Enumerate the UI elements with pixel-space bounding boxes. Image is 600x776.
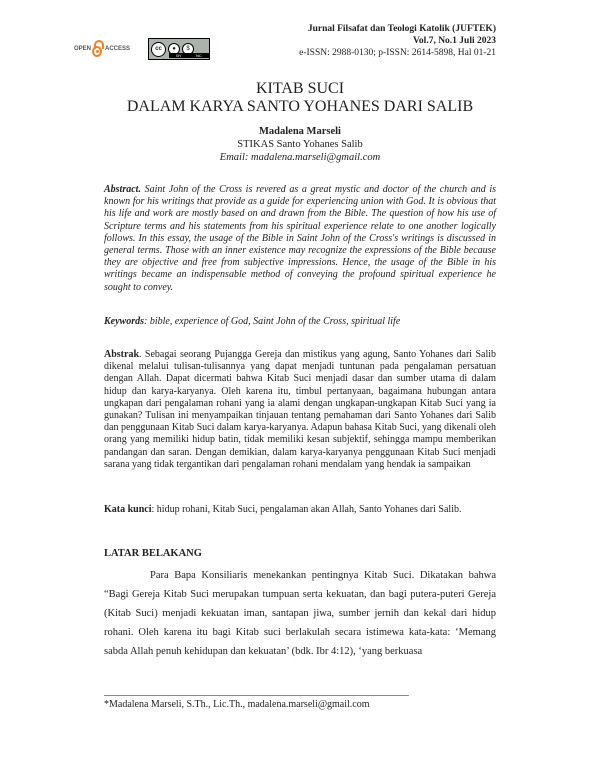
cc-license-strip <box>169 53 209 58</box>
footnote-divider <box>104 695 409 696</box>
journal-volume: Vol.7, No.1 Juli 2023 <box>412 36 496 46</box>
journal-name: Jurnal Filsafat dan Teologi Katolik (JUFTEK) <box>307 24 496 34</box>
body-paragraph <box>104 566 496 661</box>
keywords-label: Keywords <box>104 316 144 327</box>
journal-issn: e-ISSN: 2988-0130; p-ISSN: 2614-5898, Hal 01-21 <box>299 48 496 58</box>
abstrak-text: . Sebagai seorang Pujangga Gereja dan mistikus yang agung, Santo Yohanes dari Salib dikenal melalui tulisan-tulisannya yang dapat menjadi tuntunan pada pengalaman persatuan dengan Allah. Dapat dicermati bahwa Kitab Suci menjadi dasar dan sumber utama di dalam hidup dan karya-karyanya. Oleh karena itu, timbul pertanyaan, bagaimana hubungan antara ungkapan dari pengalaman rohani yang ia alami dengan ungkapan-ungkapan Kitab Suci yang ia gunakan? Tulisan ini menyampaikan tinjauan tentang pemahaman dari Santo Yohanes dari Salib dan penggunaan Kitab Suci dalam karya-karyanya. Adapun bahasa Kitab Suci, yang dikenali oleh orang yang memiliki hidup batin, tidak memiliki kesan subjektif, sehingga mampu memberikan pandangan dan saran. Dengan demikian, dalam karya-karyanya penggunaan Kitab Suci menjadi sarana yang tidak tergantikan dari pengalaman rohani mendalam yang hendak ia sampaikan <box>104 349 496 470</box>
creative-commons-badge <box>148 38 210 60</box>
attribution-icon: ● <box>168 43 180 55</box>
open-access-logo <box>74 40 130 58</box>
keywords-text: : bible, experience of God, Saint John of the Cross, spiritual life <box>144 316 401 327</box>
open-access-text-right: ACCESS <box>105 46 131 52</box>
journal-info <box>299 23 496 59</box>
noncommercial-icon: $ <box>182 43 194 55</box>
open-lock-icon <box>92 40 104 58</box>
abstract-label: Abstract. <box>104 184 141 195</box>
cc-icon: cc <box>151 42 166 57</box>
open-access-text-left: OPEN <box>74 46 92 52</box>
abstract-english <box>104 184 496 294</box>
body-paragraph-text: Para Bapa Konsiliaris menekankan pentingnya Kitab Suci. Dikatakan bahwa “Bagi Gereja Kitab Suci merupakan tumpuan serta kekuatan, dan bagi putera-puteri Gereja (Kitab Suci) menjadi kekuatan iman, santapan jiwa, sumber jernih dan kekal dari hidup rohani. Oleh karena itu bagi Kitab suci berlakulah secara istimewa kata-kata: ‘Memang sabda Allah penuh kehidupan dan kekuatan’ (bdk. Ibr 4:12), ‘yang berkuasa <box>104 570 496 657</box>
abstrak-label: Abstrak <box>104 349 140 360</box>
cc-by-label: BY <box>176 53 182 58</box>
kata-kunci-label: Kata kunci <box>104 504 152 515</box>
abstract-indonesian <box>104 349 496 471</box>
paper-title <box>0 80 600 116</box>
keywords-indonesian <box>104 504 496 516</box>
cc-nc-label: NC <box>196 53 202 58</box>
section-heading: LATAR BELAKANG <box>104 548 202 559</box>
title-line-2: DALAM KARYA SANTO YOHANES DARI SALIB <box>126 98 474 115</box>
author-email: Email: madalena.marseli@gmail.com <box>219 152 381 163</box>
title-line-1: KITAB SUCI <box>255 80 345 97</box>
kata-kunci-text: : hidup rohani, Kitab Suci, pengalaman akan Allah, Santo Yohanes dari Salib. <box>151 504 462 515</box>
author-affiliation: STIKAS Santo Yohanes Salib <box>237 139 363 150</box>
footnote: *Madalena Marseli, S.Th., Lic.Th., madalena.marseli@gmail.com <box>104 699 370 710</box>
abstract-text: Saint John of the Cross is revered as a great mystic and doctor of the church and is known for his writings that provide as a guide for experiencing union with God. It is obvious that his life and work are mostly based on and drawn from the Bible. The question of how his use of Scripture terms and his statements from his spiritual experience relate to one another logically follows. In this essay, the usage of the Bible in Saint John of the Cross's writings is discussed in general terms. Those with an inner existence may recognize the expressions of the Bible because they are objective and free from subjective impressions. Hence, the usage of the Bible in his writings became an indispensable method of conveying the profound spiritual experience he sought to convey. <box>104 184 497 293</box>
author-name: Madalena Marseli <box>259 126 341 137</box>
keywords-english <box>104 316 496 328</box>
